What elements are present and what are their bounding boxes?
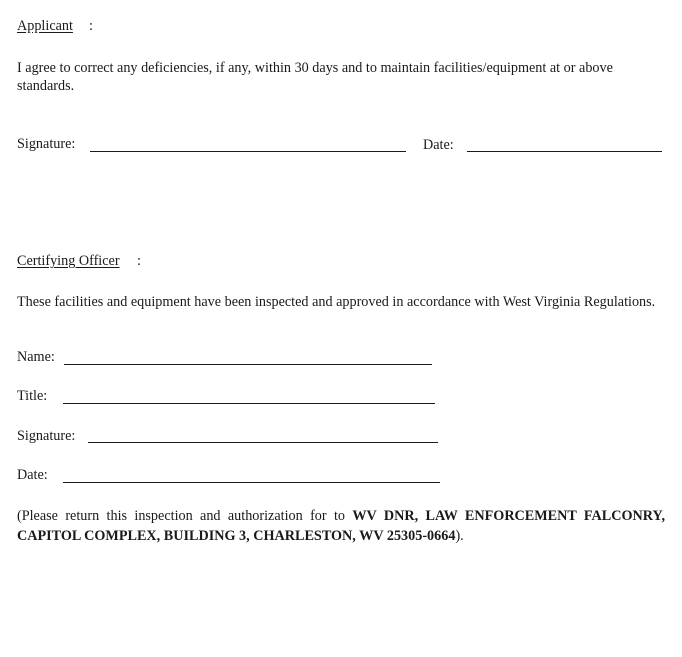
return-instructions-prefix: (Please return this inspection and authorization for to: [17, 508, 353, 524]
officer-date-label: Date:: [17, 467, 48, 483]
applicant-heading: [17, 18, 73, 35]
applicant-heading-text: Applicant: [17, 18, 73, 34]
applicant-signature-label: Signature:: [17, 136, 76, 152]
return-address: WV DNR, LAW ENFORCEMENT FALCONRY, CAPITOL COMPLEX, BUILDING 3, CHARLESTON, WV 25305-0664: [17, 508, 666, 544]
officer-signature-label: Signature:: [17, 428, 76, 444]
officer-date-line[interactable]: [63, 482, 440, 483]
officer-title-label: Title:: [17, 388, 48, 404]
certifying-officer-heading: [17, 253, 120, 270]
return-instructions-suffix: ).: [455, 528, 464, 544]
return-instructions: [17, 506, 665, 546]
applicant-heading-colon: :: [89, 18, 93, 34]
applicant-date-label: Date:: [423, 137, 454, 153]
certifying-officer-heading-colon: :: [137, 253, 141, 269]
certifying-officer-statement: These facilities and equipment have been inspected and approved in accordance with West Virginia Regulations.: [17, 294, 656, 310]
applicant-agreement: I agree to correct any deficiencies, if any, within 30 days and to maintain facilities/equipment at or above standards.: [17, 60, 613, 94]
applicant-date-line[interactable]: [467, 151, 662, 152]
certifying-officer-heading-text: Certifying Officer: [17, 253, 120, 269]
officer-name-line[interactable]: [64, 364, 432, 365]
officer-title-line[interactable]: [63, 403, 435, 404]
applicant-signature-line[interactable]: [90, 151, 406, 152]
officer-signature-line[interactable]: [88, 442, 438, 443]
officer-name-label: Name:: [17, 349, 55, 365]
